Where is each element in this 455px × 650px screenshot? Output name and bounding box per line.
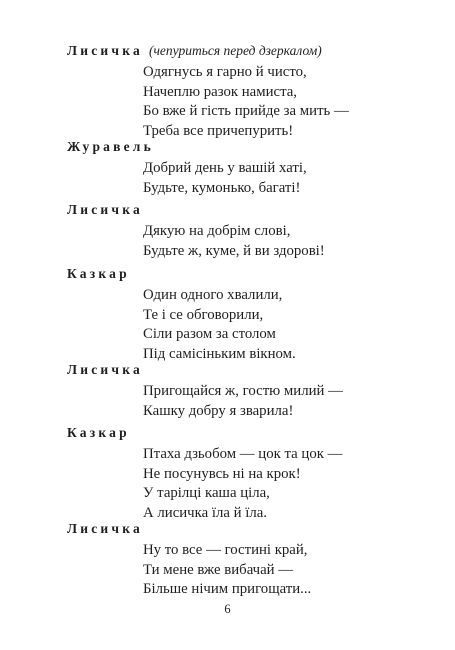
stage-direction: (чепуриться перед дзеркалом) [148,43,322,58]
verse-line: Ти мене вже вибачай — [143,561,294,578]
verse-line: Будьте ж, куме, й ви здорові! [143,242,325,259]
verse-line: Один одного хвалили, [143,287,283,303]
verse-line: Добрий день у вашій хаті, [143,160,307,176]
speaker-heading [67,362,143,378]
speaker-heading [67,139,154,155]
verse-lines [143,382,343,421]
speaker-heading [67,43,322,59]
verse-line: Одягнусь я гарно й чисто, [143,64,307,80]
speaker-name: Лисичка [67,362,143,377]
verse-line: Птаха дзьобом — цок та цок — [143,446,343,462]
speaker-name: Казкар [67,266,130,281]
verse-lines [143,286,296,364]
speaker-heading [67,521,143,537]
speaker-name: Казкар [67,425,130,440]
verse-line: Будьте, кумонько, багаті! [143,179,301,196]
speaker-heading [67,425,130,441]
verse-line: Під самісіньким вікном. [143,345,296,362]
speaker-name: Лисичка [67,43,143,58]
verse-line: Ну то все — гостині край, [143,542,308,558]
verse-lines [143,445,342,523]
verse-line: Більше нічим пригощати... [143,581,312,598]
verse-line: Дякую на добрім слові, [143,223,291,239]
verse-line: Не посунувсь ні на крок! [143,465,301,482]
verse-line: Те і се обговорили, [143,306,264,323]
verse-lines [143,63,349,141]
speaker-heading [67,202,143,218]
speaker-name: Лисичка [67,202,143,217]
speaker-name: Журавель [67,139,154,154]
page-number: 6 [224,602,231,616]
verse-line: Кашку добру я зварила! [143,402,294,419]
verse-line: А лисичка їла й їла. [143,504,267,521]
speaker-heading [67,266,130,282]
verse-lines [143,541,311,600]
verse-line: Бо вже й гість прийде за мить — [143,103,349,120]
verse-line: Сіли разом за столом [143,326,276,343]
speaker-name: Лисичка [67,521,143,536]
verse-line: Начеплю разок намиста, [143,83,297,100]
verse-line: Треба все причепурить! [143,122,294,139]
verse-line: У тарілці каша ціла, [143,485,270,502]
verse-line: Пригощайся ж, гостю милий — [143,383,343,399]
verse-lines [143,159,307,198]
verse-lines [143,222,325,261]
